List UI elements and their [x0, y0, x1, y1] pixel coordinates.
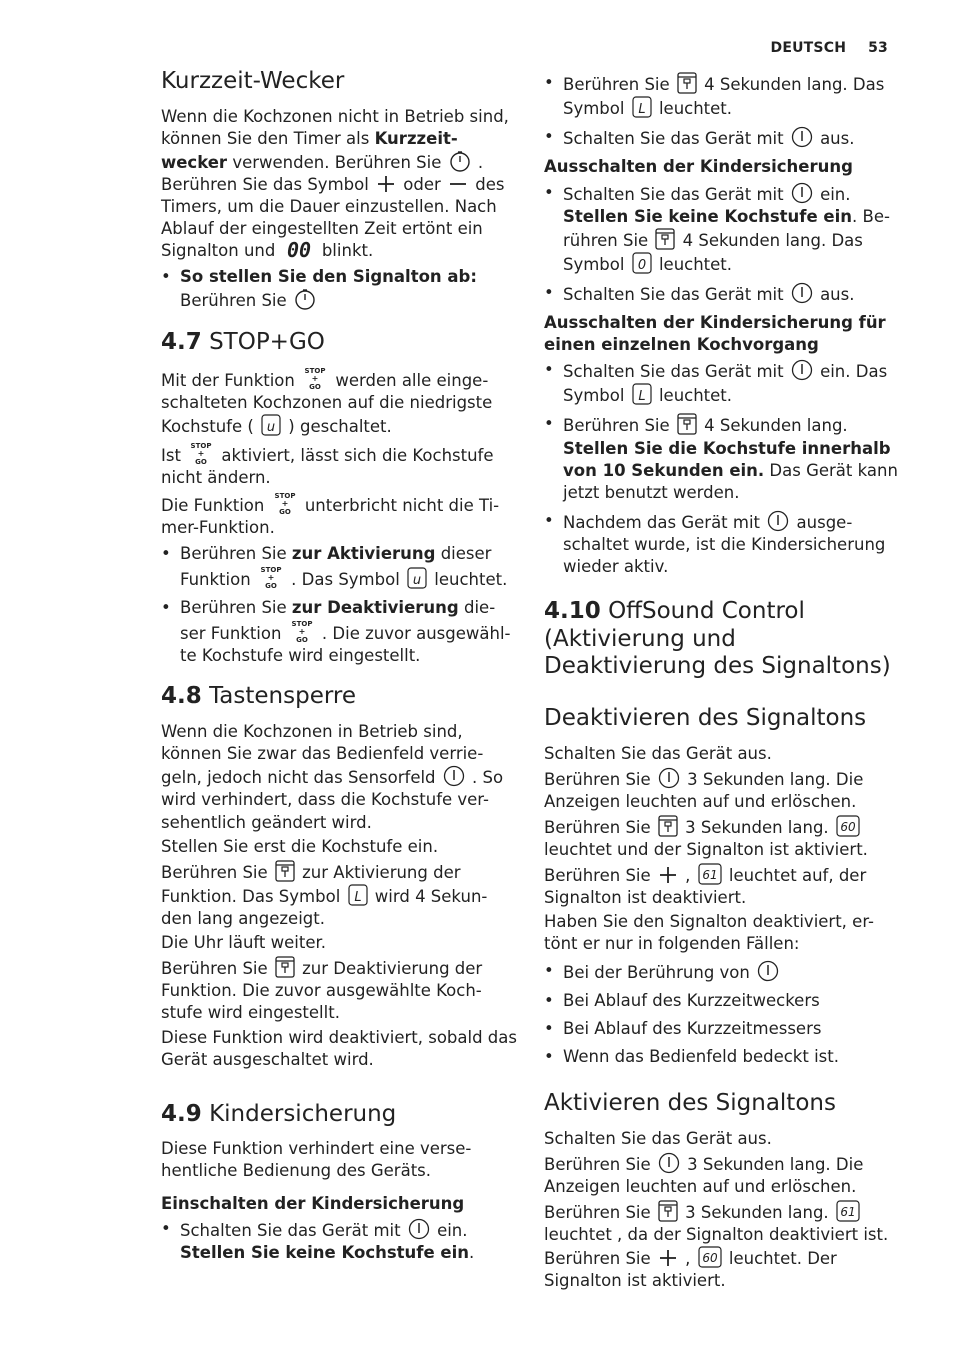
text: Nachdem das Gerät mit [563, 512, 766, 532]
svg-text:STOP: STOP [190, 441, 212, 450]
text-bold: Stellen Sie keine Kochstufe ein [563, 206, 853, 226]
lock-icon [658, 1200, 678, 1222]
svg-text:GO: GO [295, 636, 308, 644]
left-column [161, 68, 517, 1270]
svg-text:GO: GO [278, 507, 291, 515]
text: Berühren Sie [563, 416, 675, 436]
list-item [544, 1018, 900, 1040]
text: zur Deaktivierung der Funktion. Die zuvor ausgewählte Koch-stufe wird eingestellt. [161, 959, 483, 1023]
text-bold: Kurzzeit-wecker [161, 128, 458, 172]
text: Wenn die Kochzonen nicht in Betrieb sind, können Sie den Timer als [161, 106, 509, 148]
kz-paragraph [161, 106, 517, 263]
s48-paragraph-5 [161, 956, 517, 1024]
text: , [679, 1249, 696, 1269]
text-bold: Stellen Sie die Kochstufe innerhalb von 10 Sekunden ein. [563, 438, 891, 480]
bullet: • [544, 990, 554, 1010]
text: leuchtet und der Signalton ist aktiviert. [544, 839, 868, 859]
text: leuchtet. Der Signalton ist aktiviert. [544, 1249, 837, 1291]
text: zur Aktivierung der Funktion. Das Symbol [161, 862, 461, 906]
right-column [544, 72, 900, 1294]
text-bold: zur Deaktivierung [291, 598, 459, 618]
list-item [544, 510, 900, 578]
list-item [544, 72, 900, 120]
section-number: 4.8 [161, 683, 202, 710]
text: . Die zuvor ausgewähl-te Kochstufe wird eingestellt. [180, 624, 511, 666]
s48-paragraph-3 [161, 860, 517, 930]
s48-paragraph-6: Diese Funktion wird deaktiviert, sobald das Gerät ausgeschaltet wird. [161, 1027, 517, 1069]
power-icon [757, 960, 779, 982]
bullet: • [544, 1018, 554, 1038]
list-item [544, 182, 900, 276]
lock-icon [275, 860, 295, 882]
lock-icon [658, 815, 678, 837]
svg-text:00: 00 [286, 240, 311, 261]
text: 3 Sekunden lang. Die Anzeigen leuchten auf und erlöschen. [544, 1154, 864, 1196]
svg-text:61: 61 [840, 1204, 856, 1219]
text: leuchtet. [653, 99, 733, 119]
text: 3 Sekunden lang. [679, 1202, 834, 1222]
text: unterbricht nicht die Ti-mer-Funktion. [161, 495, 500, 537]
section-title: OffSound Control (Aktivierung und Deaktivierung des Signaltons) [544, 598, 891, 680]
lock-icon [677, 413, 697, 435]
subheading-einschalten: Einschalten der Kindersicherung [161, 1193, 465, 1213]
text: blinkt. [316, 241, 374, 261]
text: Berühren Sie [544, 769, 656, 789]
svg-text:L: L [638, 389, 646, 405]
heading-4-9 [161, 1101, 517, 1129]
s47-paragraph-2 [161, 441, 517, 489]
lock-l-display-icon [348, 884, 368, 906]
text: 4 Sekunden lang. [698, 416, 848, 436]
bullet: • [544, 182, 554, 202]
deakt-paragraph-5: Haben Sie den Signalton deaktiviert, er-tönt er nur in folgenden Fällen: [544, 912, 874, 954]
timer-icon [449, 150, 471, 172]
text: Bei Ablauf des Kurzzeitweckers [563, 990, 820, 1010]
svg-text:GO: GO [265, 582, 277, 590]
svg-text:60: 60 [702, 1251, 718, 1266]
text: ausge-schaltet wurde, ist die Kindersicherung wieder aktiv. [563, 512, 886, 577]
bullet: • [544, 283, 554, 303]
subheading-einzelner-kochvorgang: Ausschalten der Kindersicherung für einen einzelnen Kochvorgang [544, 313, 886, 354]
text: Wenn das Bedienfeld bedeckt ist. [563, 1046, 839, 1066]
header-section: DEUTSCH [770, 40, 847, 56]
kinder-list-2 [544, 182, 900, 307]
bullet: • [544, 1046, 554, 1066]
bullet: • [544, 414, 554, 434]
section-title: STOP+GO [209, 328, 325, 355]
sound-off-display-icon [836, 1200, 860, 1222]
deakt-paragraph-4 [544, 863, 900, 909]
page-header [749, 40, 888, 56]
svg-text:60: 60 [840, 819, 856, 834]
deakt-paragraph-1: Schalten Sie das Gerät aus. [544, 743, 772, 763]
power-icon [408, 1218, 430, 1240]
bullet: • [544, 960, 554, 980]
text: . So wird verhindert, dass die Kochstufe ver-sehentlich geändert wird. [161, 768, 504, 832]
heading-kurzzeit-wecker: Kurzzeit-Wecker [161, 68, 345, 94]
text: des Timers, um die Dauer einzustellen. Nach Ablauf der eingestellten Zeit ertönt ein Signalton und [161, 174, 505, 261]
text: Bei der Berührung von [563, 962, 756, 982]
power-icon [791, 282, 813, 304]
svg-text:61: 61 [702, 868, 718, 883]
text: . Be-rühren Sie [563, 206, 890, 250]
svg-text:GO: GO [309, 383, 321, 391]
stop-go-icon [289, 619, 315, 643]
text: 4 Sekunden lang. Das Symbol [563, 230, 863, 275]
stop-go-icon [258, 565, 284, 589]
deakt-list [544, 960, 900, 1068]
s49-list [161, 1218, 517, 1264]
text: Berühren Sie [180, 598, 292, 618]
lock-icon [275, 956, 295, 978]
text: Die Funktion [161, 495, 270, 515]
list-item [544, 960, 900, 984]
text: Berühren Sie [180, 291, 292, 311]
text-bold: So stellen Sie den Signalton ab: [180, 267, 477, 287]
text: werden alle einge-schalteten Kochzonen auf die niedrigste Kochstufe ( [161, 371, 493, 437]
deakt-paragraph-2 [544, 767, 900, 813]
kinder-list-1 [544, 72, 900, 150]
text-bold: Stellen Sie keine Kochstufe ein [180, 1243, 470, 1263]
text: Berühren Sie [563, 75, 675, 94]
text: ein. Das Symbol [563, 362, 888, 406]
list-item [161, 543, 517, 591]
heading-deaktivieren: Deaktivieren des Signaltons [544, 704, 867, 731]
text: Schalten Sie das Gerät mit [563, 362, 789, 382]
minus-icon [448, 174, 468, 194]
text: ein. [431, 1220, 468, 1240]
power-icon [443, 765, 465, 787]
svg-text:+: + [267, 573, 275, 583]
list-item [161, 1218, 517, 1264]
text: Schalten Sie das Gerät mit [563, 129, 789, 149]
subheading-ausschalten: Ausschalten der Kindersicherung [544, 157, 853, 177]
bullet: • [161, 1218, 171, 1238]
bullet: • [544, 360, 554, 380]
text: Ist [161, 445, 187, 465]
text: Berühren Sie [161, 959, 273, 979]
stop-go-icon [272, 491, 298, 515]
text: leuchtet. [429, 570, 508, 590]
s47-list [161, 543, 517, 668]
list-item [544, 1046, 900, 1068]
text: Schalten Sie das Gerät mit [563, 184, 789, 204]
lock-icon [677, 72, 697, 94]
s48-paragraph-2: Stellen Sie erst die Kochstufe ein. [161, 836, 439, 856]
timer-icon [294, 288, 316, 310]
svg-text:+: + [281, 498, 288, 508]
text: Das Gerät kann jetzt benutzt werden. [563, 460, 898, 502]
plus-icon [658, 1248, 678, 1268]
text: aus. [814, 285, 855, 305]
text: . Berühren Sie das Symbol [161, 152, 484, 194]
list-item [544, 990, 900, 1012]
heading-aktivieren: Aktivieren des Signaltons [544, 1089, 836, 1116]
section-title: Tastensperre [209, 683, 357, 710]
text: leuchtet auf, der Signalton ist deaktiviert. [544, 866, 867, 908]
heading-4-7 [161, 329, 517, 357]
akt-paragraph-2 [544, 1152, 900, 1198]
svg-text:0: 0 [637, 258, 646, 274]
text: . [469, 1243, 475, 1263]
text: Bei Ablauf des Kurzzeitmessers [563, 1018, 822, 1038]
timer-zero-display-icon [283, 240, 315, 260]
svg-text:STOP: STOP [274, 491, 296, 500]
list-item [161, 597, 517, 667]
text: leuchtet. [653, 255, 733, 275]
text: die-ser Funktion [180, 598, 496, 644]
text: Berühren Sie [544, 866, 656, 886]
text: Berühren Sie [544, 817, 656, 837]
s49-paragraph-1: Diese Funktion verhindert eine verse-hentliche Bedienung des Geräts. [161, 1139, 472, 1181]
heading-4-8 [161, 683, 517, 711]
power-icon [658, 767, 680, 789]
text: Berühren Sie [544, 1154, 656, 1174]
akt-paragraph-3 [544, 1200, 900, 1292]
svg-text:u: u [266, 420, 276, 436]
text: Schalten Sie das Gerät mit [180, 1220, 406, 1240]
lock-l-display-icon [632, 383, 652, 405]
bullet: • [544, 127, 554, 147]
text: leuchtet. [653, 386, 733, 406]
svg-text:STOP: STOP [304, 367, 326, 376]
text: 3 Sekunden lang. [679, 817, 834, 837]
text: Wenn die Kochzonen in Betrieb sind, können Sie zwar das Bedienfeld verrie-geln, jedoch nicht das Sensorfeld [161, 722, 484, 788]
heading-4-10 [544, 598, 900, 681]
section-number: 4.7 [161, 328, 202, 355]
akt-paragraph-1: Schalten Sie das Gerät aus. [544, 1128, 772, 1148]
section-number: 4.10 [544, 598, 601, 625]
sound-on-display-icon [698, 1246, 722, 1268]
list-item [544, 126, 900, 150]
svg-text:STOP: STOP [291, 620, 313, 629]
power-icon [791, 182, 813, 204]
level-u-display-icon [407, 567, 427, 589]
power-icon [791, 126, 813, 148]
text: dieser Funktion [180, 543, 492, 590]
power-icon [658, 1152, 680, 1174]
text: aktiviert, lässt sich die Kochstufe nicht ändern. [161, 445, 494, 487]
svg-text:GO: GO [195, 457, 208, 465]
list-item [544, 359, 900, 407]
text: Berühren Sie [180, 543, 292, 563]
svg-text:L: L [638, 102, 646, 118]
svg-text:+: + [298, 627, 306, 637]
svg-text:+: + [197, 448, 205, 458]
text: Berühren Sie [544, 1202, 656, 1222]
plus-icon [376, 174, 396, 194]
text: ) geschaltet. [283, 417, 392, 437]
section-title: Kindersicherung [209, 1100, 397, 1127]
text-bold: zur Aktivierung [291, 543, 436, 563]
s48-paragraph-1 [161, 721, 517, 834]
sound-on-display-icon [836, 815, 860, 837]
text: aus. [814, 129, 855, 149]
text: Mit der Funktion [161, 371, 301, 391]
section-number: 4.9 [161, 1100, 202, 1127]
s47-paragraph-1 [161, 366, 517, 438]
bullet: • [161, 267, 171, 287]
lock-l-display-icon [632, 96, 652, 118]
power-icon [791, 359, 813, 381]
kinder-list-3 [544, 359, 900, 578]
text: Schalten Sie das Gerät mit [563, 285, 789, 305]
deakt-paragraph-3 [544, 815, 900, 861]
text: 4 Sekunden lang. Das Symbol [563, 75, 885, 119]
svg-text:L: L [353, 889, 362, 905]
bullet: • [161, 543, 171, 563]
kz-list [161, 266, 517, 312]
list-item [544, 413, 900, 503]
bullet: • [161, 598, 171, 618]
sound-off-display-icon [698, 863, 722, 885]
text: ein. [814, 184, 851, 204]
svg-text:u: u [412, 573, 422, 589]
text: oder [398, 174, 447, 194]
plus-icon [658, 865, 678, 885]
list-item [544, 282, 900, 306]
svg-text:STOP: STOP [260, 566, 282, 575]
power-icon [767, 510, 789, 532]
stop-go-icon [302, 366, 328, 390]
page-number: 53 [868, 40, 888, 56]
list-item [161, 266, 517, 312]
bullet: • [544, 510, 554, 530]
s47-paragraph-3 [161, 491, 517, 539]
text: verwenden. Berühren Sie [227, 152, 447, 172]
s48-paragraph-4: Die Uhr läuft weiter. [161, 933, 326, 953]
level-u-display-icon [261, 414, 281, 436]
stop-go-icon [188, 441, 214, 465]
text: Berühren Sie [161, 862, 273, 882]
text: 3 Sekunden lang. Die Anzeigen leuchten auf und erlöschen. [544, 769, 864, 811]
text: . Das Symbol [285, 570, 406, 590]
text: , [679, 866, 696, 886]
text: leuchtet , da der Signalton deaktiviert ist. Berühren Sie [544, 1225, 889, 1269]
text: wird 4 Sekun-den lang angezeigt. [161, 886, 488, 928]
svg-text:+: + [311, 374, 319, 384]
zero-display-icon [632, 252, 652, 274]
bullet: • [544, 73, 554, 92]
lock-icon [655, 228, 675, 250]
